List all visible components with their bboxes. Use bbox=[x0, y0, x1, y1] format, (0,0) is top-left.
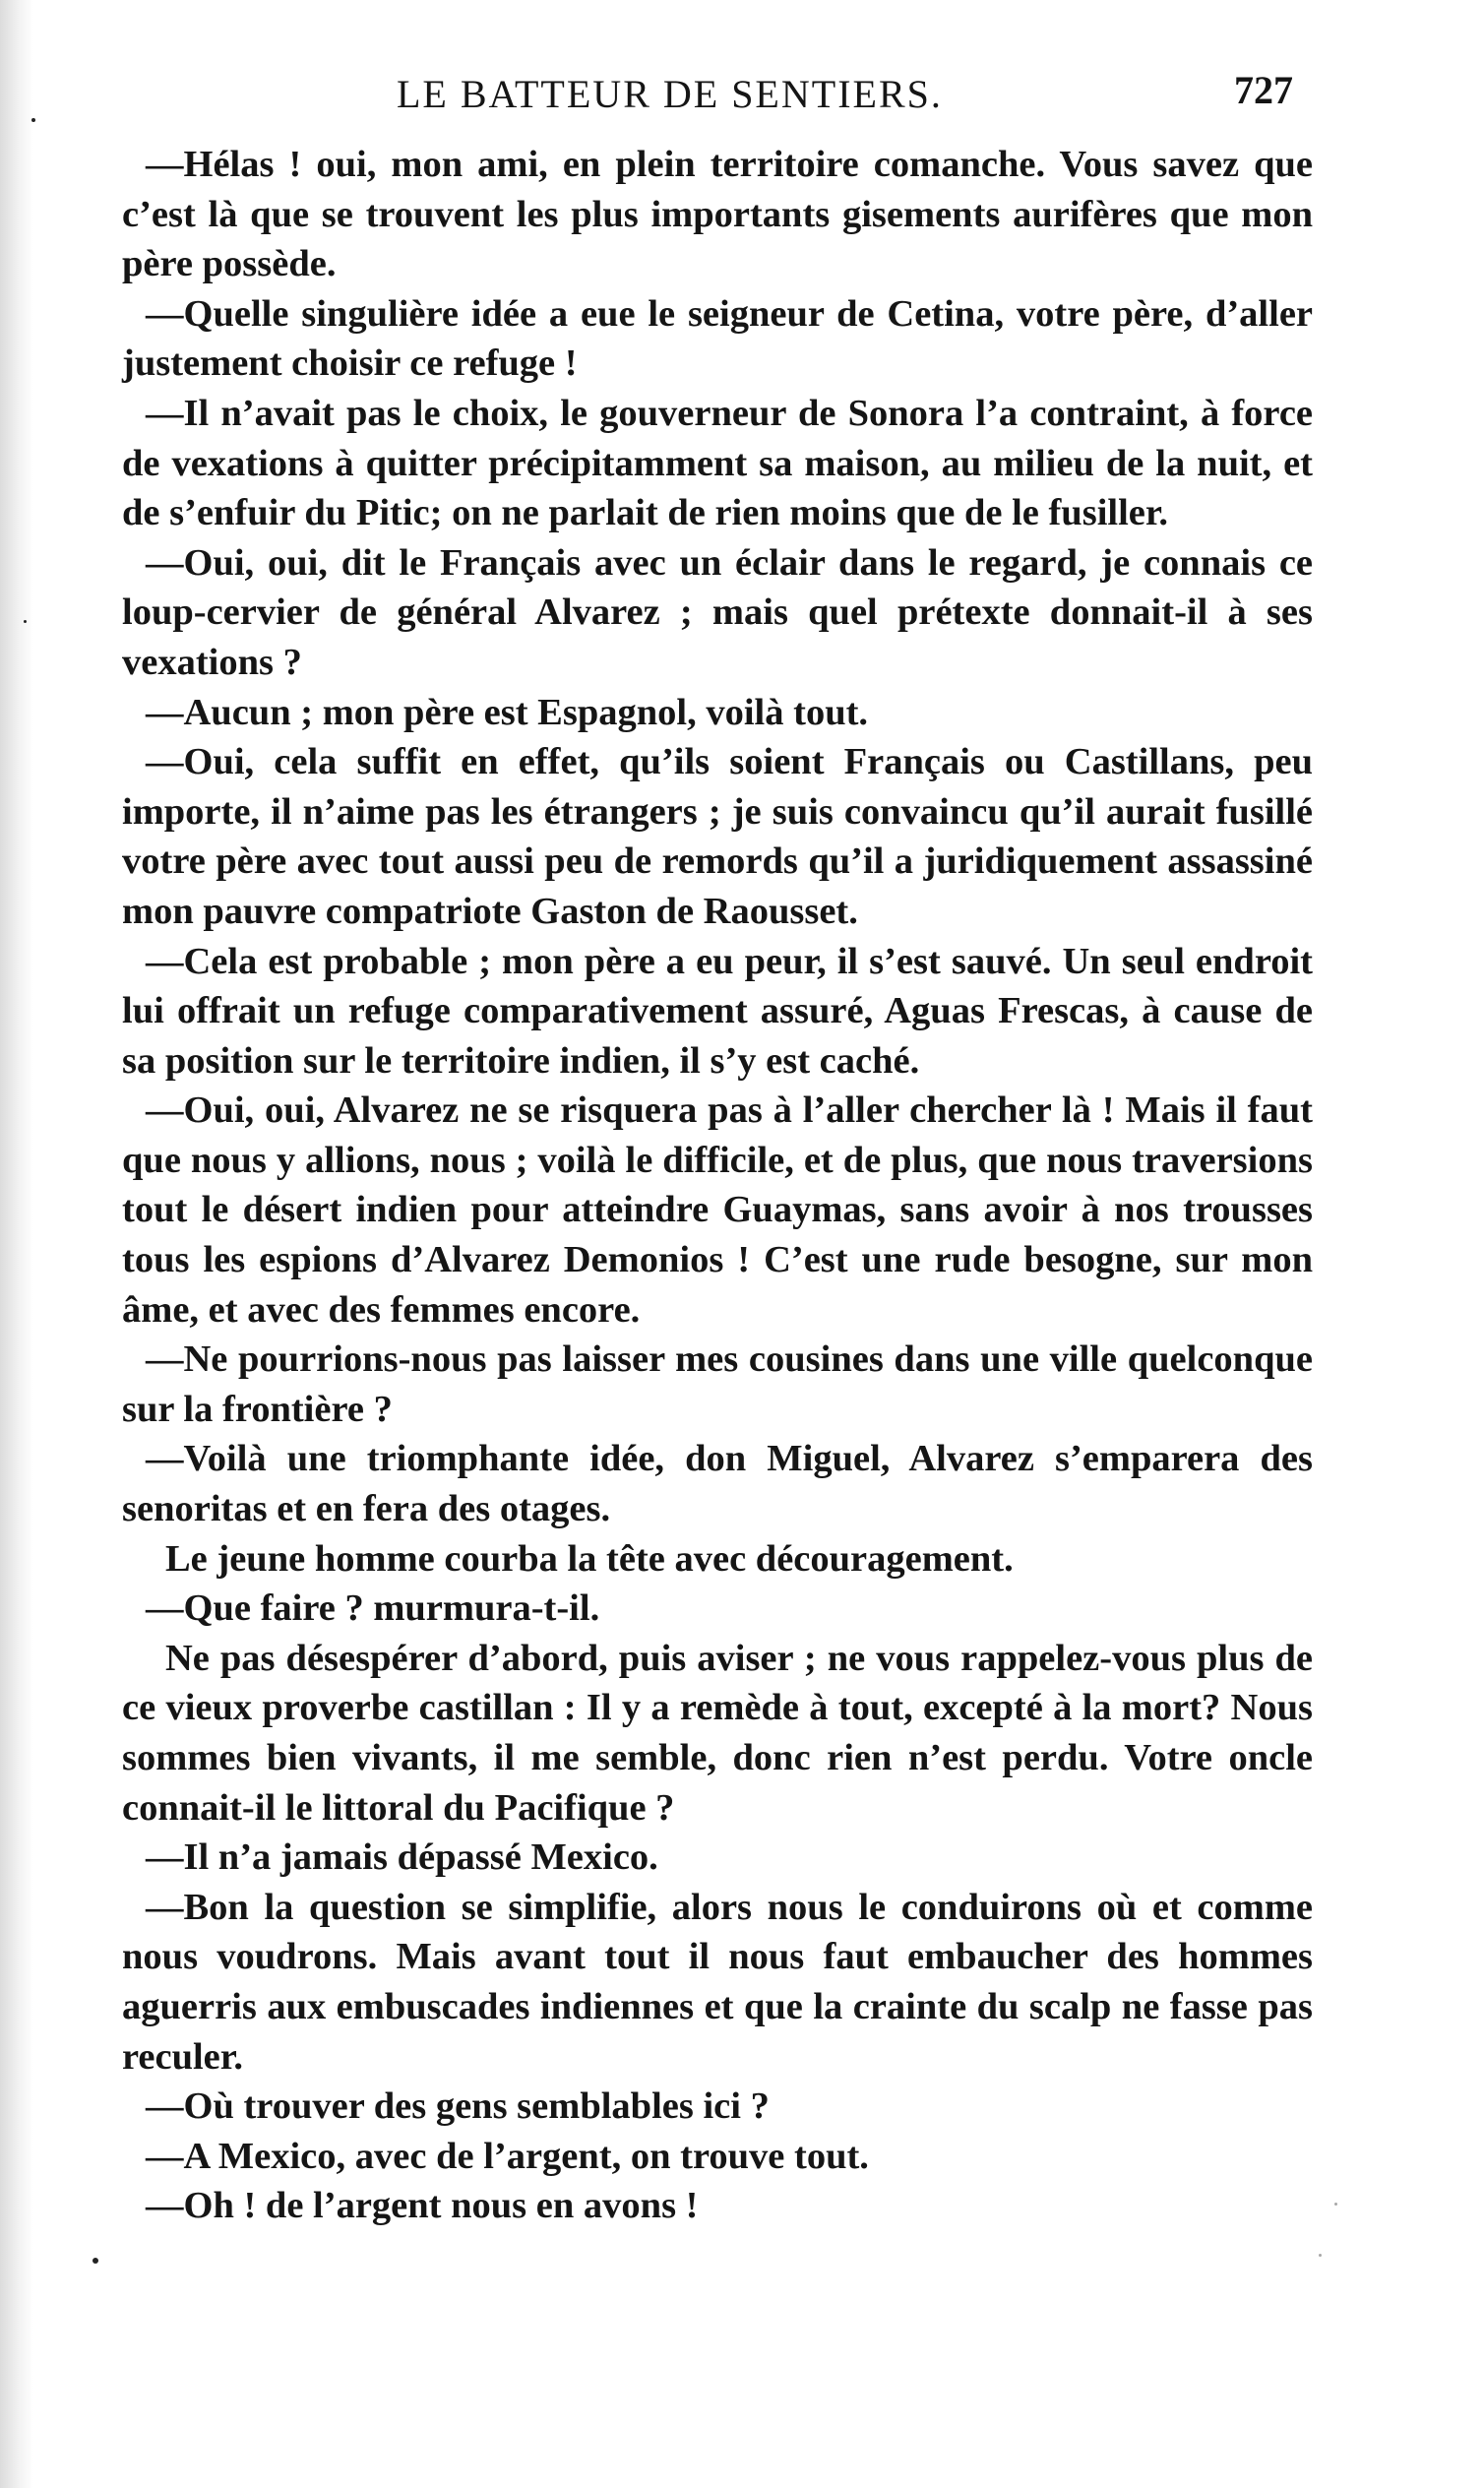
scan-speck bbox=[93, 2258, 98, 2264]
paragraph: —Aucun ; mon père est Espagnol, voilà tout. bbox=[146, 691, 869, 733]
scan-speck bbox=[1334, 2203, 1337, 2206]
paragraph: Le jeune homme courba la tête avec découragement. bbox=[165, 1537, 1014, 1580]
paragraph: —Bon la question se simplifie, alors nous le conduirons où et comme nous voudrons. Mais avant tout il nous faut embaucher des hommes aguerris aux embuscades indiennes et que la crainte du scalp ne fasse pas reculer. bbox=[122, 1886, 1313, 2078]
page-number: 727 bbox=[1234, 68, 1293, 112]
paragraph: —Oui, oui, Alvarez ne se risquera pas à l’aller chercher là ! Mais il faut que nous y allions, nous ; voilà le difficile, et de plus, que nous traversions tout le désert indien pour atteindre Guaymas, sans avoir à nos trousses tous les espions d’Alvarez Demonios ! C’est une rude besogne, sur mon âme, et avec des femmes encore. bbox=[122, 1089, 1313, 1331]
paragraph: Ne pas désespérer d’abord, puis aviser ; ne vous rappelez-vous plus de ce vieux proverbe castillan : Il y a remède à tout, excepté à la mort? Nous sommes bien vivants, il me semble, donc rien n’est perdu. Votre oncle connait-il le littoral du Pacifique ? bbox=[122, 1637, 1313, 1829]
scan-speck bbox=[31, 118, 35, 122]
body-text bbox=[122, 140, 1313, 2231]
paragraph: —Où trouver des gens semblables ici ? bbox=[146, 2085, 770, 2128]
paragraph: —A Mexico, avec de l’argent, on trouve tout. bbox=[146, 2135, 869, 2177]
paragraph: —Que faire ? murmura-t-il. bbox=[146, 1587, 600, 1630]
paragraph: —Ne pourrions-nous pas laisser mes cousines dans une ville quelconque sur la frontière ? bbox=[122, 1338, 1313, 1430]
running-head bbox=[116, 68, 1297, 130]
running-title: LE BATTEUR DE SENTIERS. bbox=[397, 72, 943, 116]
paragraph: —Oh ! de l’argent nous en avons ! bbox=[146, 2185, 699, 2227]
paragraph: —Quelle singulière idée a eue le seigneur de Cetina, votre père, d’aller justement choisir ce refuge ! bbox=[122, 292, 1313, 385]
scan-edge-shadow bbox=[0, 0, 33, 2488]
paragraph: —Oui, oui, dit le Français avec un éclair dans le regard, je connais ce loup-cervier de général Alvarez ; mais quel prétexte donnait-il à ses vexations ? bbox=[122, 541, 1313, 683]
paragraph: —Hélas ! oui, mon ami, en plein territoire comanche. Vous savez que c’est là que se trouvent les plus importants gisements aurifères que mon père possède. bbox=[122, 144, 1313, 285]
paragraph: —Voilà une triomphante idée, don Miguel, Alvarez s’emparera des senoritas et en fera des otages. bbox=[122, 1438, 1313, 1530]
paragraph: —Il n’avait pas le choix, le gouverneur de Sonora l’a contraint, à force de vexations à quitter précipitamment sa maison, au milieu de la nuit, et de s’enfuir du Pitic; on ne parlait de rien moins que de le fusiller. bbox=[122, 392, 1313, 534]
paragraph: —Il n’a jamais dépassé Mexico. bbox=[146, 1836, 658, 1879]
scan-speck bbox=[1319, 2254, 1322, 2257]
paragraph: —Oui, cela suffit en effet, qu’ils soient Français ou Castillans, peu importe, il n’aime pas les étrangers ; je suis convaincu qu’il aurait fusillé votre père avec tout aussi peu de remords qu’il a juridiquement assassiné mon pauvre compatriote Gaston de Raousset. bbox=[122, 741, 1313, 932]
scan-speck bbox=[24, 620, 27, 623]
paragraph: —Cela est probable ; mon père a eu peur, il s’est sauvé. Un seul endroit lui offrait un refuge comparativement assuré, Aguas Frescas, à cause de sa position sur le territoire indien, il s’y est caché. bbox=[122, 940, 1313, 1082]
